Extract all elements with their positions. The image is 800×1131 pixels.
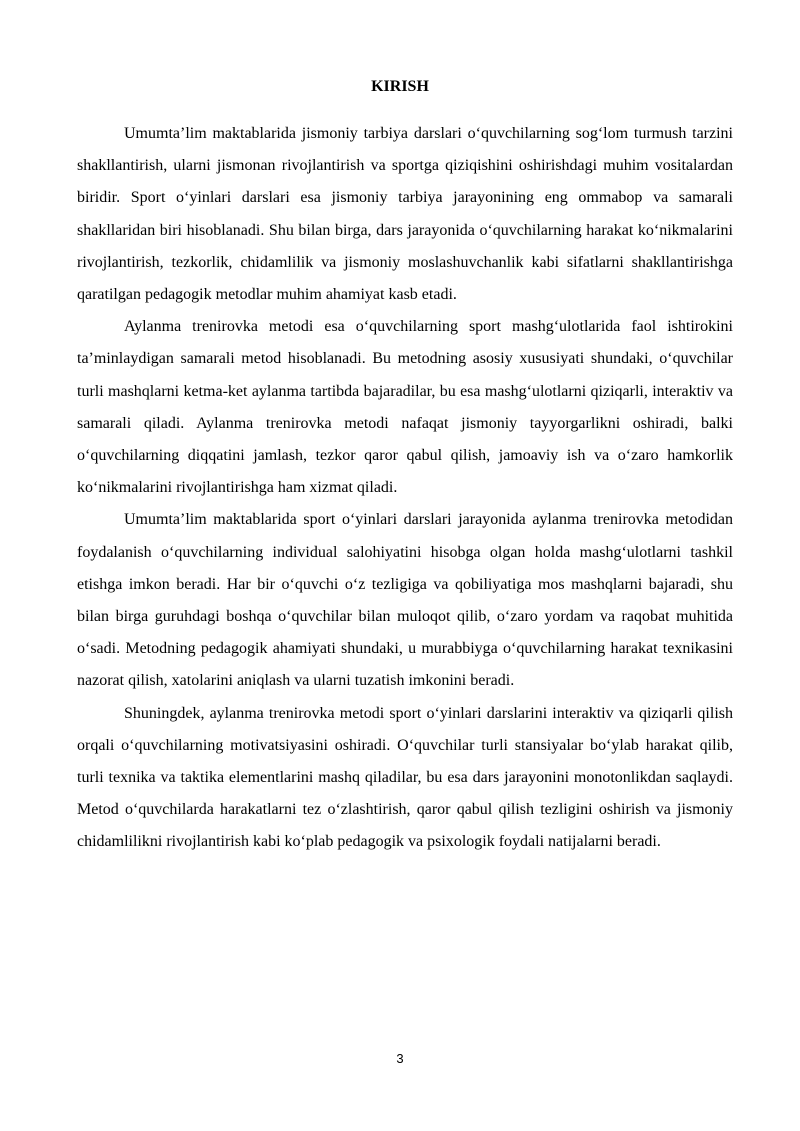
body-text: [77, 118, 733, 859]
section-heading: KIRISH: [371, 78, 429, 95]
paragraph-2: Aylanma trenirovka metodi esa o‘quvchilarning sport mashg‘ulotlarida faol ishtirokini ta’minlaydigan samarali metod hisoblanadi. Bu metodning asosiy xususiyati shundaki, o‘quvchilar turli mashqlarni ketma-ket aylanma tartibda bajaradilar, bu esa mashg‘ulotlarni qiziqarli, interaktiv va samarali qiladi. Aylanma trenirovka metodi nafaqat jismoniy tayyorgarlikni oshiradi, balki o‘quvchilarning diqqatini jamlash, tezkor qaror qabul qilish, jamoaviy ish va o‘zaro hamkorlik ko‘nikmalarini rivojlantirishga ham xizmat qiladi.: [77, 318, 733, 497]
paragraph-4: Shuningdek, aylanma trenirovka metodi sport o‘yinlari darslarini interaktiv va qiziqarli qilish orqali o‘quvchilarning motivatsiyasini oshiradi. O‘quvchilar turli stansiyalar bo‘ylab harakat qilib, turli texnika va taktika elementlarini mashq qiladilar, bu esa dars jarayonini monotonlikdan saqlaydi. Metod o‘quvchilarda harakatlarni tez o‘zlashtirish, qaror qabul qilish tezligini oshirish va jismoniy chidamlilikni rivojlantirish kabi ko‘plab pedagogik va psixologik foydali natijalarni beradi.: [77, 704, 733, 851]
paragraph-1: Umumta’lim maktablarida jismoniy tarbiya darslari o‘quvchilarning sog‘lom turmush tarzini shakllantirish, ularni jismonan rivojlantirish va sportga qiziqishini oshirishdagi muhim vositalardan biridir. Sport o‘yinlari darslari esa jismoniy tarbiya jarayonining eng ommabop va samarali shakllaridan biri hisoblanadi. Shu bilan birga, dars jarayonida o‘quvchilarning harakat ko‘nikmalarini rivojlantirish, tezkorlik, chidamlilik va jismoniy moslashuvchanlik kabi sifatlarni shakllantirishga qaratilgan pedagogik metodlar muhim ahamiyat kasb etadi.: [77, 125, 733, 304]
paragraph-3: Umumta’lim maktablarida sport o‘yinlari darslari jarayonida aylanma trenirovka metodidan foydalanish o‘quvchilarning individual salohiyatini hisobga olgan holda mashg‘ulotlarni tashkil etishga imkon beradi. Har bir o‘quvchi o‘z tezligiga va qobiliyatiga mos mashqlarni bajaradi, shu bilan birga guruhdagi boshqa o‘quvchilar bilan muloqot qilib, o‘zaro yordam va raqobat muhitida o‘sadi. Metodning pedagogik ahamiyati shundaki, u murabbiyga o‘quvchilarning harakat texnikasini nazorat qilish, xatolarini aniqlash va ularni tuzatish imkonini beradi.: [77, 511, 733, 690]
page-number: 3: [396, 1051, 404, 1066]
